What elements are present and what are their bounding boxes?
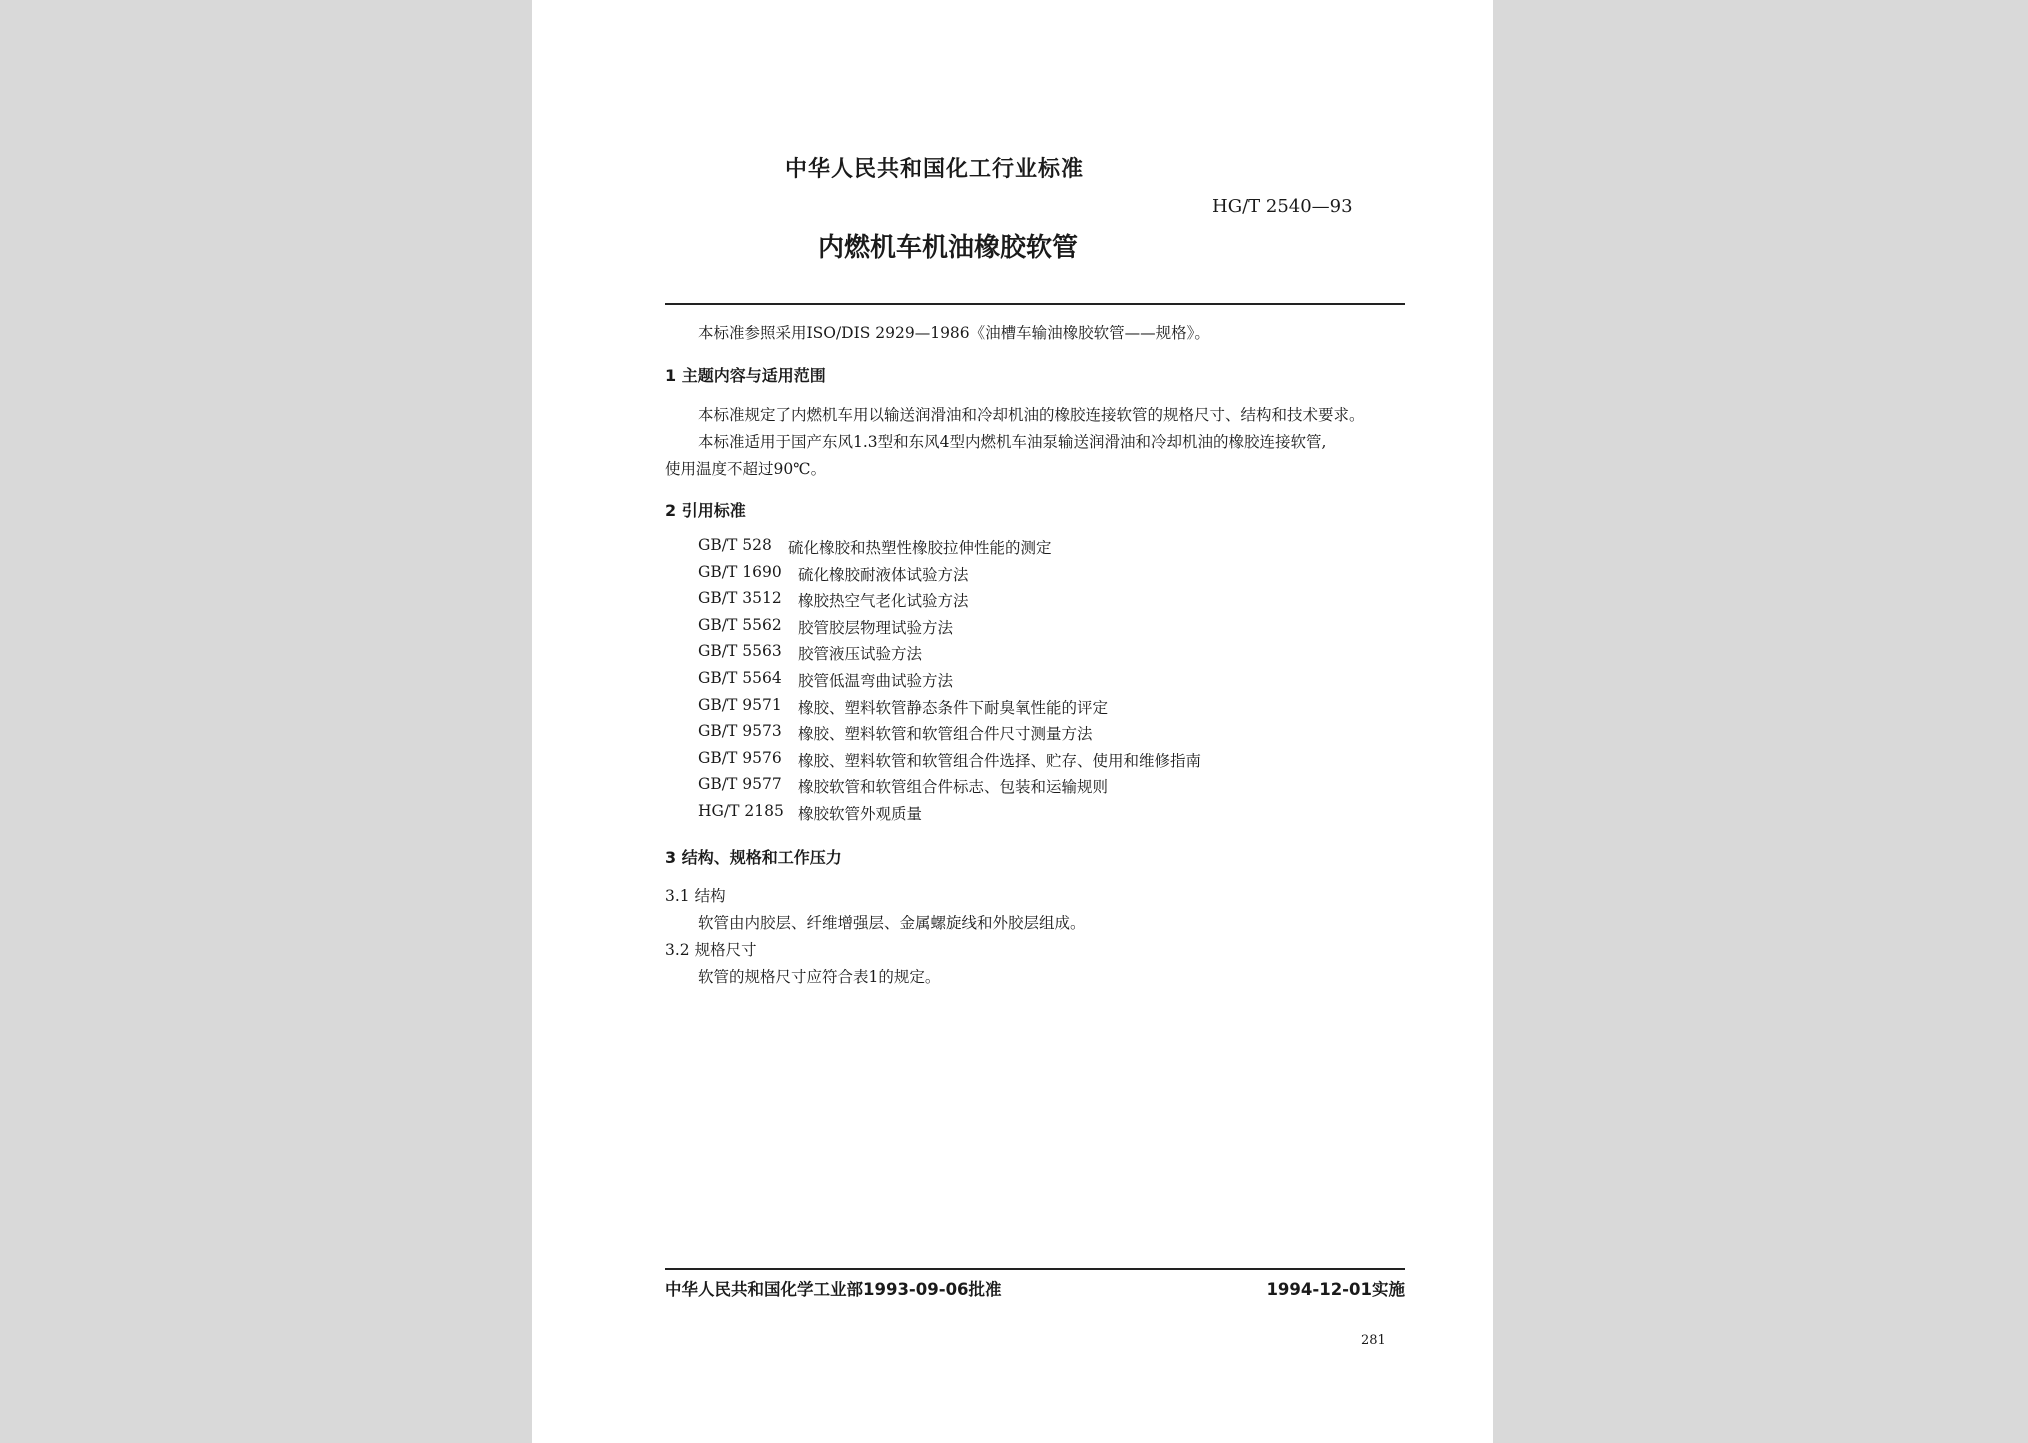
intro-text: 本标准参照采用ISO/DIS 2929—1986《油槽车输油橡胶软管——规格》。 (698, 324, 1210, 342)
reference-item (698, 749, 1398, 776)
reference-code: GB/T 9577 (698, 775, 782, 794)
reference-title: 橡胶、塑料软管和软管组合件选择、贮存、使用和维修指南 (798, 751, 1202, 770)
section-1-paragraph-1: 本标准规定了内燃机车用以输送润滑油和冷却机油的橡胶连接软管的规格尺寸、结构和技术要求。 (698, 406, 1365, 424)
reference-code: GB/T 9573 (698, 722, 782, 741)
section-2-heading: 2 引用标准 (665, 501, 746, 520)
reference-code: GB/T 1690 (698, 562, 782, 581)
reference-code: GB/T 5563 (698, 642, 782, 661)
reference-code: GB/T 528 (698, 536, 772, 554)
approval-line: 中华人民共和国化学工业部1993-09-06批准 (665, 1280, 1002, 1299)
reference-item (698, 563, 1398, 590)
issuing-organization: 中华人民共和国化工行业标准 (785, 157, 1085, 182)
reference-code: GB/T 5562 (698, 615, 782, 634)
section-3-1-heading: 3.1 结构 (665, 887, 726, 905)
section-1-paragraph-2-line-1: 本标准适用于国产东风1.3型和东风4型内燃机车油泵输送润滑油和冷却机油的橡胶连接软管, (698, 433, 1327, 451)
reference-item (698, 589, 1398, 616)
reference-title: 硫化橡胶和热塑性橡胶拉伸性能的测定 (788, 539, 1052, 557)
footer-divider (665, 1268, 1405, 1270)
reference-item (698, 536, 1398, 563)
section-1-heading: 1 主题内容与适用范围 (665, 366, 826, 385)
reference-item (698, 642, 1398, 669)
reference-title: 橡胶软管外观质量 (798, 804, 923, 823)
reference-item (698, 696, 1398, 723)
section-3-2-text: 软管的规格尺寸应符合表1的规定。 (698, 968, 941, 986)
page-number: 281 (1361, 1333, 1386, 1348)
reference-code: GB/T 3512 (698, 589, 782, 608)
reference-item (698, 775, 1398, 802)
reference-title: 胶管液压试验方法 (798, 645, 923, 664)
document-page (532, 0, 1493, 1443)
reference-title: 橡胶、塑料软管和软管组合件尺寸测量方法 (798, 725, 1093, 744)
section-3-1-text: 软管由内胶层、纤维增强层、金属螺旋线和外胶层组成。 (698, 914, 1086, 932)
reference-code: GB/T 5564 (698, 668, 782, 687)
reference-list (698, 536, 1398, 829)
section-3-heading: 3 结构、规格和工作压力 (665, 848, 842, 867)
reference-item (698, 722, 1398, 749)
section-3-2-heading: 3.2 规格尺寸 (665, 941, 757, 959)
standard-code: HG/T 2540—93 (1212, 196, 1353, 217)
reference-title: 橡胶软管和软管组合件标志、包装和运输规则 (798, 778, 1109, 797)
reference-item (698, 616, 1398, 643)
reference-item (698, 669, 1398, 696)
reference-title: 胶管胶层物理试验方法 (798, 618, 954, 637)
header-divider (665, 303, 1405, 305)
reference-title: 胶管低温弯曲试验方法 (798, 671, 954, 690)
reference-title: 橡胶热空气老化试验方法 (798, 592, 969, 611)
reference-title: 橡胶、塑料软管静态条件下耐臭氧性能的评定 (798, 698, 1109, 717)
reference-title: 硫化橡胶耐液体试验方法 (798, 565, 969, 584)
reference-code: HG/T 2185 (698, 801, 784, 820)
implementation-date: 1994-12-01实施 (1266, 1280, 1405, 1299)
reference-item (698, 802, 1398, 829)
reference-code: GB/T 9571 (698, 695, 782, 714)
reference-code: GB/T 9576 (698, 748, 782, 767)
section-1-paragraph-2-line-2: 使用温度不超过90℃。 (665, 460, 827, 478)
document-title: 内燃机车机油橡胶软管 (818, 233, 1079, 263)
